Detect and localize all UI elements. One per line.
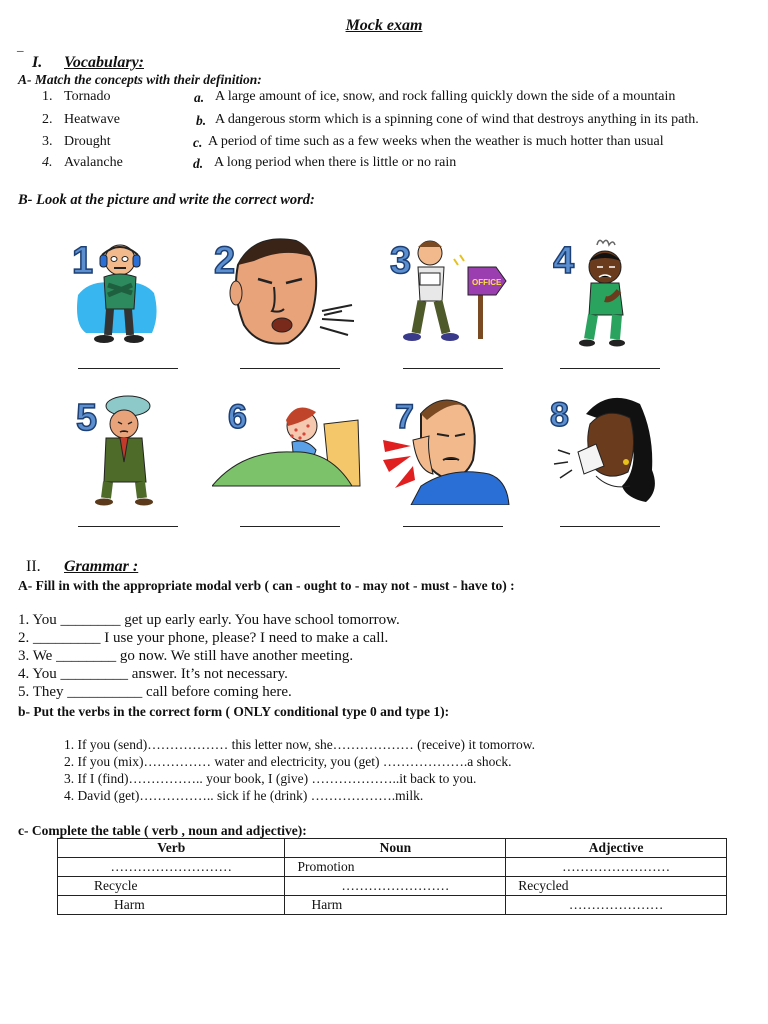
match-letter: d. <box>193 156 204 171</box>
section1-number: I. <box>32 54 43 71</box>
table-cell: Harm <box>285 896 506 915</box>
answer-blank[interactable] <box>240 368 340 369</box>
picture-number: 3 <box>390 240 412 282</box>
section1-title: Vocabulary: <box>64 54 144 71</box>
conditional-sentence: 2. If you (mix)…………… water and electricity, you (get) ……………….a shock. <box>64 754 512 769</box>
table-row <box>58 877 727 896</box>
match-term: Heatwave <box>64 112 120 127</box>
match-definition: A large amount of ice, snow, and rock falling quickly down the side of a mountain <box>215 89 676 104</box>
conditional-sentence: 1. If you (send)……………… this letter now, she……………… (receive) it tomorrow. <box>64 737 536 752</box>
cold-shivering-man-icon <box>72 235 164 350</box>
chickenpox-girl-icon <box>212 390 362 500</box>
match-num: 2. <box>42 112 53 127</box>
grammar-partB-heading: b- Put the verbs in the correct form ( ONLY conditional type 0 and type 1): <box>18 704 450 719</box>
modal-sentence: 2. _________ I use your phone, please? I need to make a call. <box>18 630 389 646</box>
svg-text:OFFICE: OFFICE <box>472 278 502 287</box>
grammar-partC-heading: c- Complete the table ( verb , noun and adjective): <box>18 823 307 838</box>
picture-number: 2 <box>214 240 236 282</box>
table-cell[interactable]: …………………… <box>506 858 727 877</box>
table-cell: Recycled <box>506 877 727 896</box>
modal-sentence: 1. You ________ get up early early. You have school tomorrow. <box>18 612 400 628</box>
injured-arm-man-icon <box>390 235 510 350</box>
modal-sentence: 3. We ________ go now. We still have another meeting. <box>18 648 354 664</box>
vocab-partA-heading: A- Match the concepts with their definition: <box>18 72 262 87</box>
table-row <box>58 858 727 877</box>
table-cell[interactable]: …………………… <box>285 877 506 896</box>
coughing-man-icon <box>214 235 354 350</box>
toothache-man-icon <box>381 390 521 505</box>
answer-blank[interactable] <box>240 526 340 527</box>
match-num: 4. <box>42 155 53 170</box>
table-cell: Promotion <box>285 858 506 877</box>
answer-blank[interactable] <box>78 526 178 527</box>
word-form-table <box>57 838 727 915</box>
stray-dash: _ <box>17 38 24 53</box>
picture-number: 7 <box>395 398 414 436</box>
vocab-partB-heading: B- Look at the picture and write the correct word: <box>18 192 315 208</box>
picture-number: 5 <box>76 397 98 439</box>
grammar-partA-heading: A- Fill in with the appropriate modal verb ( can - ought to - may not - must - have to) : <box>18 578 515 593</box>
answer-blank[interactable] <box>403 526 503 527</box>
sneezing-woman-icon <box>550 390 670 505</box>
table-row <box>58 896 727 915</box>
table-cell[interactable]: ……………………… <box>58 858 285 877</box>
answer-blank[interactable] <box>78 368 178 369</box>
table-cell: Harm <box>58 896 285 915</box>
stomachache-boy-icon <box>553 235 653 350</box>
match-letter: b. <box>196 113 207 128</box>
match-num: 3. <box>42 134 53 149</box>
table-cell: Recycle <box>58 877 285 896</box>
picture-number: 4 <box>553 240 575 282</box>
modal-sentence: 5. They __________ call before coming here. <box>18 684 292 700</box>
table-header: Adjective <box>506 839 727 858</box>
match-definition: A long period when there is little or no rain <box>214 155 457 170</box>
match-term: Avalanche <box>64 155 123 170</box>
section2-number: II. <box>26 558 41 575</box>
picture-number: 8 <box>550 396 569 434</box>
picture-number: 1 <box>72 240 94 282</box>
section2-title: Grammar : <box>64 558 139 575</box>
match-letter: c. <box>193 135 203 150</box>
match-num: 1. <box>42 89 53 104</box>
conditional-sentence: 3. If I (find)…………….. your book, I (give) ………………..it back to you. <box>64 771 477 786</box>
table-header: Verb <box>58 839 285 858</box>
match-term: Drought <box>64 134 111 149</box>
table-cell[interactable]: ………………… <box>506 896 727 915</box>
match-letter: a. <box>194 90 205 105</box>
conditional-sentence: 4. David (get)…………….. sick if he (drink) ……………….milk. <box>64 788 424 803</box>
match-definition: A period of time such as a few weeks when the weather is much hotter than usual <box>208 134 664 149</box>
table-header-row <box>58 839 727 858</box>
table-header: Noun <box>285 839 506 858</box>
answer-blank[interactable] <box>403 368 503 369</box>
match-term: Tornado <box>64 89 111 104</box>
headache-man-icon <box>76 392 171 507</box>
picture-number: 6 <box>228 398 247 436</box>
page-title: Mock exam <box>345 17 423 34</box>
answer-blank[interactable] <box>560 368 660 369</box>
modal-sentence: 4. You _________ answer. It’s not necessary. <box>18 666 288 682</box>
match-definition: A dangerous storm which is a spinning cone of wind that destroys anything in its path. <box>215 112 699 127</box>
answer-blank[interactable] <box>560 526 660 527</box>
